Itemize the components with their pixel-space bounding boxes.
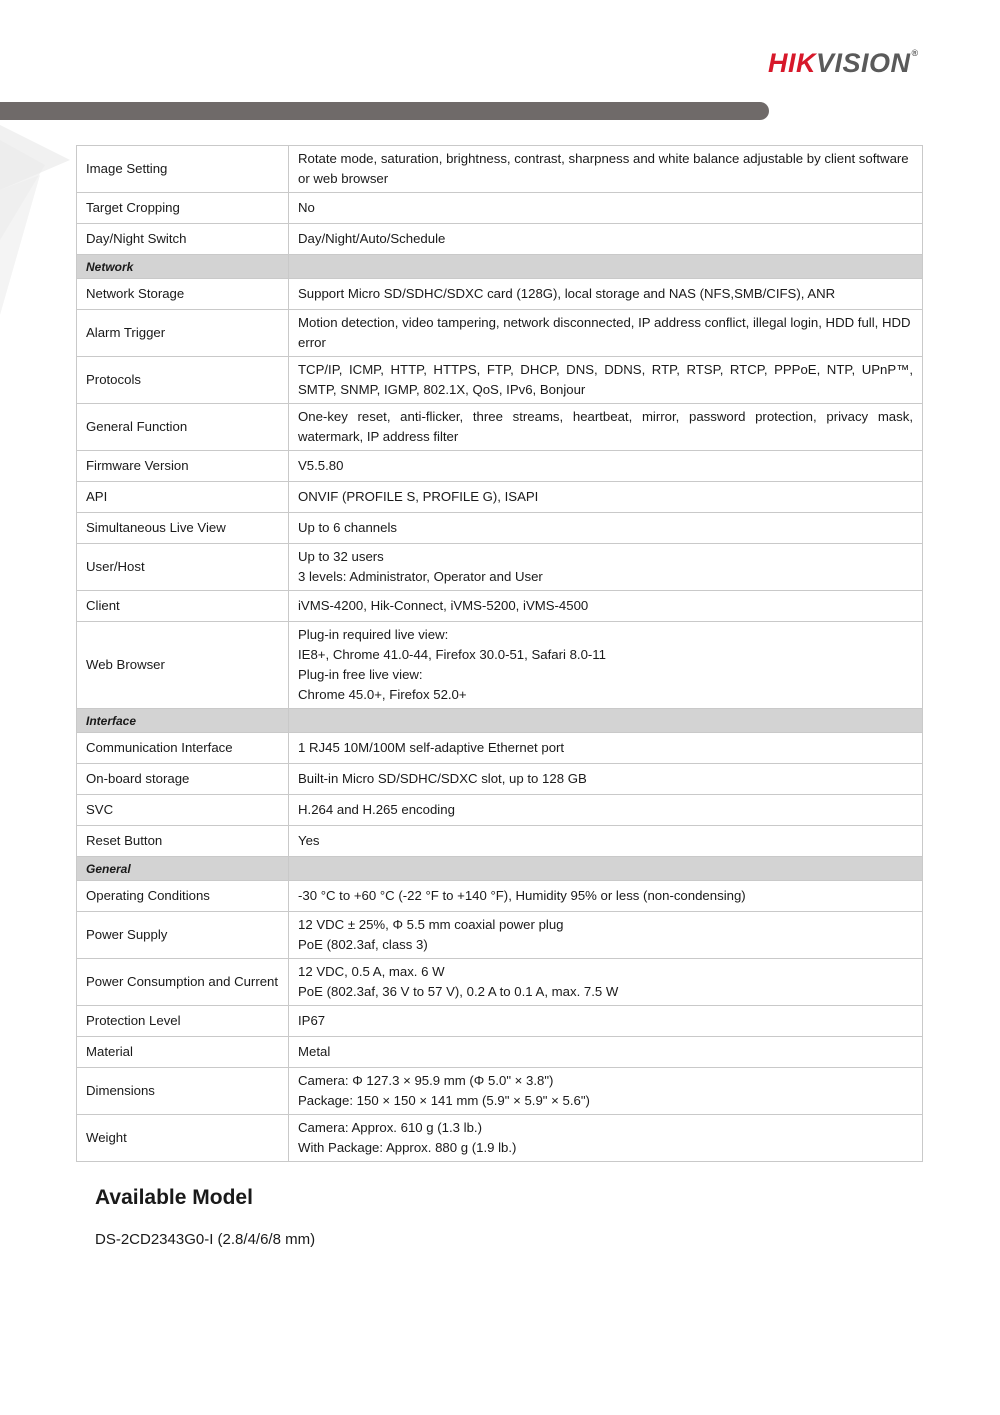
- spec-value-line: 3 levels: Administrator, Operator and User: [298, 569, 543, 584]
- spec-value-line: V5.5.80: [298, 458, 344, 473]
- spec-value-line: Camera: Φ 127.3 × 95.9 mm (Φ 5.0" × 3.8"): [298, 1073, 554, 1088]
- hikvision-logo: HIKVISION®: [768, 48, 919, 78]
- spec-value: [289, 591, 923, 622]
- section-title: General: [77, 857, 289, 881]
- spec-row: [77, 1037, 923, 1068]
- section-header-row: [77, 255, 923, 279]
- spec-row: [77, 279, 923, 310]
- spec-row: [77, 310, 923, 357]
- spec-value-line: Metal: [298, 1044, 331, 1059]
- spec-value-line: -30 °C to +60 °C (-22 °F to +140 °F), Humidity 95% or less (non-condensing): [298, 888, 746, 903]
- spec-value-line: Package: 150 × 150 × 141 mm (5.9" × 5.9" × 5.6"): [298, 1093, 590, 1108]
- spec-label: Material: [77, 1037, 289, 1068]
- spec-value-line: IP67: [298, 1013, 326, 1028]
- spec-label: On-board storage: [77, 764, 289, 795]
- spec-row: [77, 795, 923, 826]
- spec-row: [77, 622, 923, 709]
- spec-row: [77, 1006, 923, 1037]
- spec-value: [289, 1068, 923, 1115]
- section-title: Interface: [77, 709, 289, 733]
- spec-label: Network Storage: [77, 279, 289, 310]
- spec-row: [77, 912, 923, 959]
- spec-label: Client: [77, 591, 289, 622]
- spec-value-line: Up to 6 channels: [298, 520, 397, 535]
- spec-value-line: Support Micro SD/SDHC/SDXC card (128G), local storage and NAS (NFS,SMB/CIFS), ANR: [298, 286, 836, 301]
- spec-value-line: With Package: Approx. 880 g (1.9 lb.): [298, 1140, 517, 1155]
- spec-label: Day/Night Switch: [77, 224, 289, 255]
- spec-label: Operating Conditions: [77, 881, 289, 912]
- spec-value: [289, 826, 923, 857]
- spec-value-line: Chrome 45.0+, Firefox 52.0+: [298, 687, 467, 702]
- spec-value-line: Plug-in free live view:: [298, 667, 423, 682]
- spec-label: Communication Interface: [77, 733, 289, 764]
- header-bar: [0, 102, 769, 120]
- spec-value: [289, 1006, 923, 1037]
- spec-value-line: 1 RJ45 10M/100M self-adaptive Ethernet port: [298, 740, 565, 755]
- spec-value-line: PoE (802.3af, class 3): [298, 937, 428, 952]
- spec-label: Protection Level: [77, 1006, 289, 1037]
- section-spacer: [289, 857, 923, 881]
- specification-table: [76, 145, 923, 1162]
- spec-value: [289, 513, 923, 544]
- available-model-heading: Available Model: [95, 1186, 253, 1209]
- spec-value-line: IE8+, Chrome 41.0-44, Firefox 30.0-51, Safari 8.0-11: [298, 647, 606, 662]
- spec-value-line: One-key reset, anti-flicker, three streams, heartbeat, mirror, password protection, privacy mask, watermark, IP address filter: [298, 409, 913, 444]
- spec-row: [77, 959, 923, 1006]
- spec-value: [289, 959, 923, 1006]
- spec-label: Power Supply: [77, 912, 289, 959]
- spec-row: [77, 513, 923, 544]
- spec-row: [77, 357, 923, 404]
- spec-row: [77, 404, 923, 451]
- spec-value: [289, 1037, 923, 1068]
- spec-value-line: Rotate mode, saturation, brightness, contrast, sharpness and white balance adjustable by client software or web browser: [298, 151, 909, 186]
- spec-value: [289, 310, 923, 357]
- section-spacer: [289, 709, 923, 733]
- spec-value-line: Plug-in required live view:: [298, 627, 449, 642]
- spec-value-line: 12 VDC ± 25%, Φ 5.5 mm coaxial power plug: [298, 917, 564, 932]
- spec-label: General Function: [77, 404, 289, 451]
- spec-value-line: ONVIF (PROFILE S, PROFILE G), ISAPI: [298, 489, 539, 504]
- spec-label: User/Host: [77, 544, 289, 591]
- spec-value: [289, 451, 923, 482]
- spec-value-line: Built-in Micro SD/SDHC/SDXC slot, up to 128 GB: [298, 771, 587, 786]
- spec-value: [289, 1115, 923, 1162]
- spec-value-line: iVMS-4200, Hik-Connect, iVMS-5200, iVMS-4500: [298, 598, 589, 613]
- spec-row: [77, 482, 923, 513]
- spec-value: [289, 279, 923, 310]
- spec-row: [77, 826, 923, 857]
- available-model-text: DS-2CD2343G0-I (2.8/4/6/8 mm): [95, 1231, 316, 1248]
- spec-row: [77, 881, 923, 912]
- spec-value: [289, 193, 923, 224]
- spec-value-line: H.264 and H.265 encoding: [298, 802, 455, 817]
- spec-label: SVC: [77, 795, 289, 826]
- spec-label: Alarm Trigger: [77, 310, 289, 357]
- spec-label: Firmware Version: [77, 451, 289, 482]
- section-header-row: [77, 857, 923, 881]
- spec-row: [77, 193, 923, 224]
- spec-value: [289, 544, 923, 591]
- spec-label: Target Cropping: [77, 193, 289, 224]
- decorative-shard-graphic: [0, 120, 80, 330]
- spec-value-line: PoE (802.3af, 36 V to 57 V), 0.2 A to 0.1 A, max. 7.5 W: [298, 984, 619, 999]
- spec-label: Simultaneous Live View: [77, 513, 289, 544]
- spec-row: [77, 451, 923, 482]
- spec-label: Reset Button: [77, 826, 289, 857]
- spec-value-line: Up to 32 users: [298, 549, 384, 564]
- spec-value-line: No: [298, 200, 315, 215]
- spec-label: API: [77, 482, 289, 513]
- spec-value-line: Camera: Approx. 610 g (1.3 lb.): [298, 1120, 482, 1135]
- spec-value: [289, 764, 923, 795]
- spec-row: [77, 544, 923, 591]
- spec-label: Power Consumption and Current: [77, 959, 289, 1006]
- section-title: Network: [77, 255, 289, 279]
- spec-label: Image Setting: [77, 146, 289, 193]
- spec-value: [289, 881, 923, 912]
- spec-value: [289, 224, 923, 255]
- spec-row: [77, 591, 923, 622]
- spec-label: Protocols: [77, 357, 289, 404]
- spec-value: [289, 404, 923, 451]
- spec-value-line: Motion detection, video tampering, network disconnected, IP address conflict, illegal login, HDD full, HDD error: [298, 315, 911, 350]
- spec-value-line: TCP/IP, ICMP, HTTP, HTTPS, FTP, DHCP, DNS, DDNS, RTP, RTSP, RTCP, PPPoE, NTP, UPnP™, SMTP, SNMP, IGMP, 802.1X, QoS, IPv6, Bonjour: [298, 362, 913, 397]
- section-header-row: [77, 709, 923, 733]
- spec-value: [289, 146, 923, 193]
- spec-value: [289, 357, 923, 404]
- spec-label: Web Browser: [77, 622, 289, 709]
- spec-value-line: Day/Night/Auto/Schedule: [298, 231, 446, 246]
- spec-value-line: 12 VDC, 0.5 A, max. 6 W: [298, 964, 445, 979]
- spec-value: [289, 912, 923, 959]
- spec-value-line: Yes: [298, 833, 320, 848]
- spec-row: [77, 733, 923, 764]
- spec-row: [77, 1115, 923, 1162]
- spec-value: [289, 733, 923, 764]
- spec-row: [77, 146, 923, 193]
- spec-value: [289, 622, 923, 709]
- spec-value: [289, 795, 923, 826]
- spec-value: [289, 482, 923, 513]
- spec-label: Weight: [77, 1115, 289, 1162]
- spec-row: [77, 224, 923, 255]
- spec-label: Dimensions: [77, 1068, 289, 1115]
- spec-row: [77, 1068, 923, 1115]
- section-spacer: [289, 255, 923, 279]
- spec-row: [77, 764, 923, 795]
